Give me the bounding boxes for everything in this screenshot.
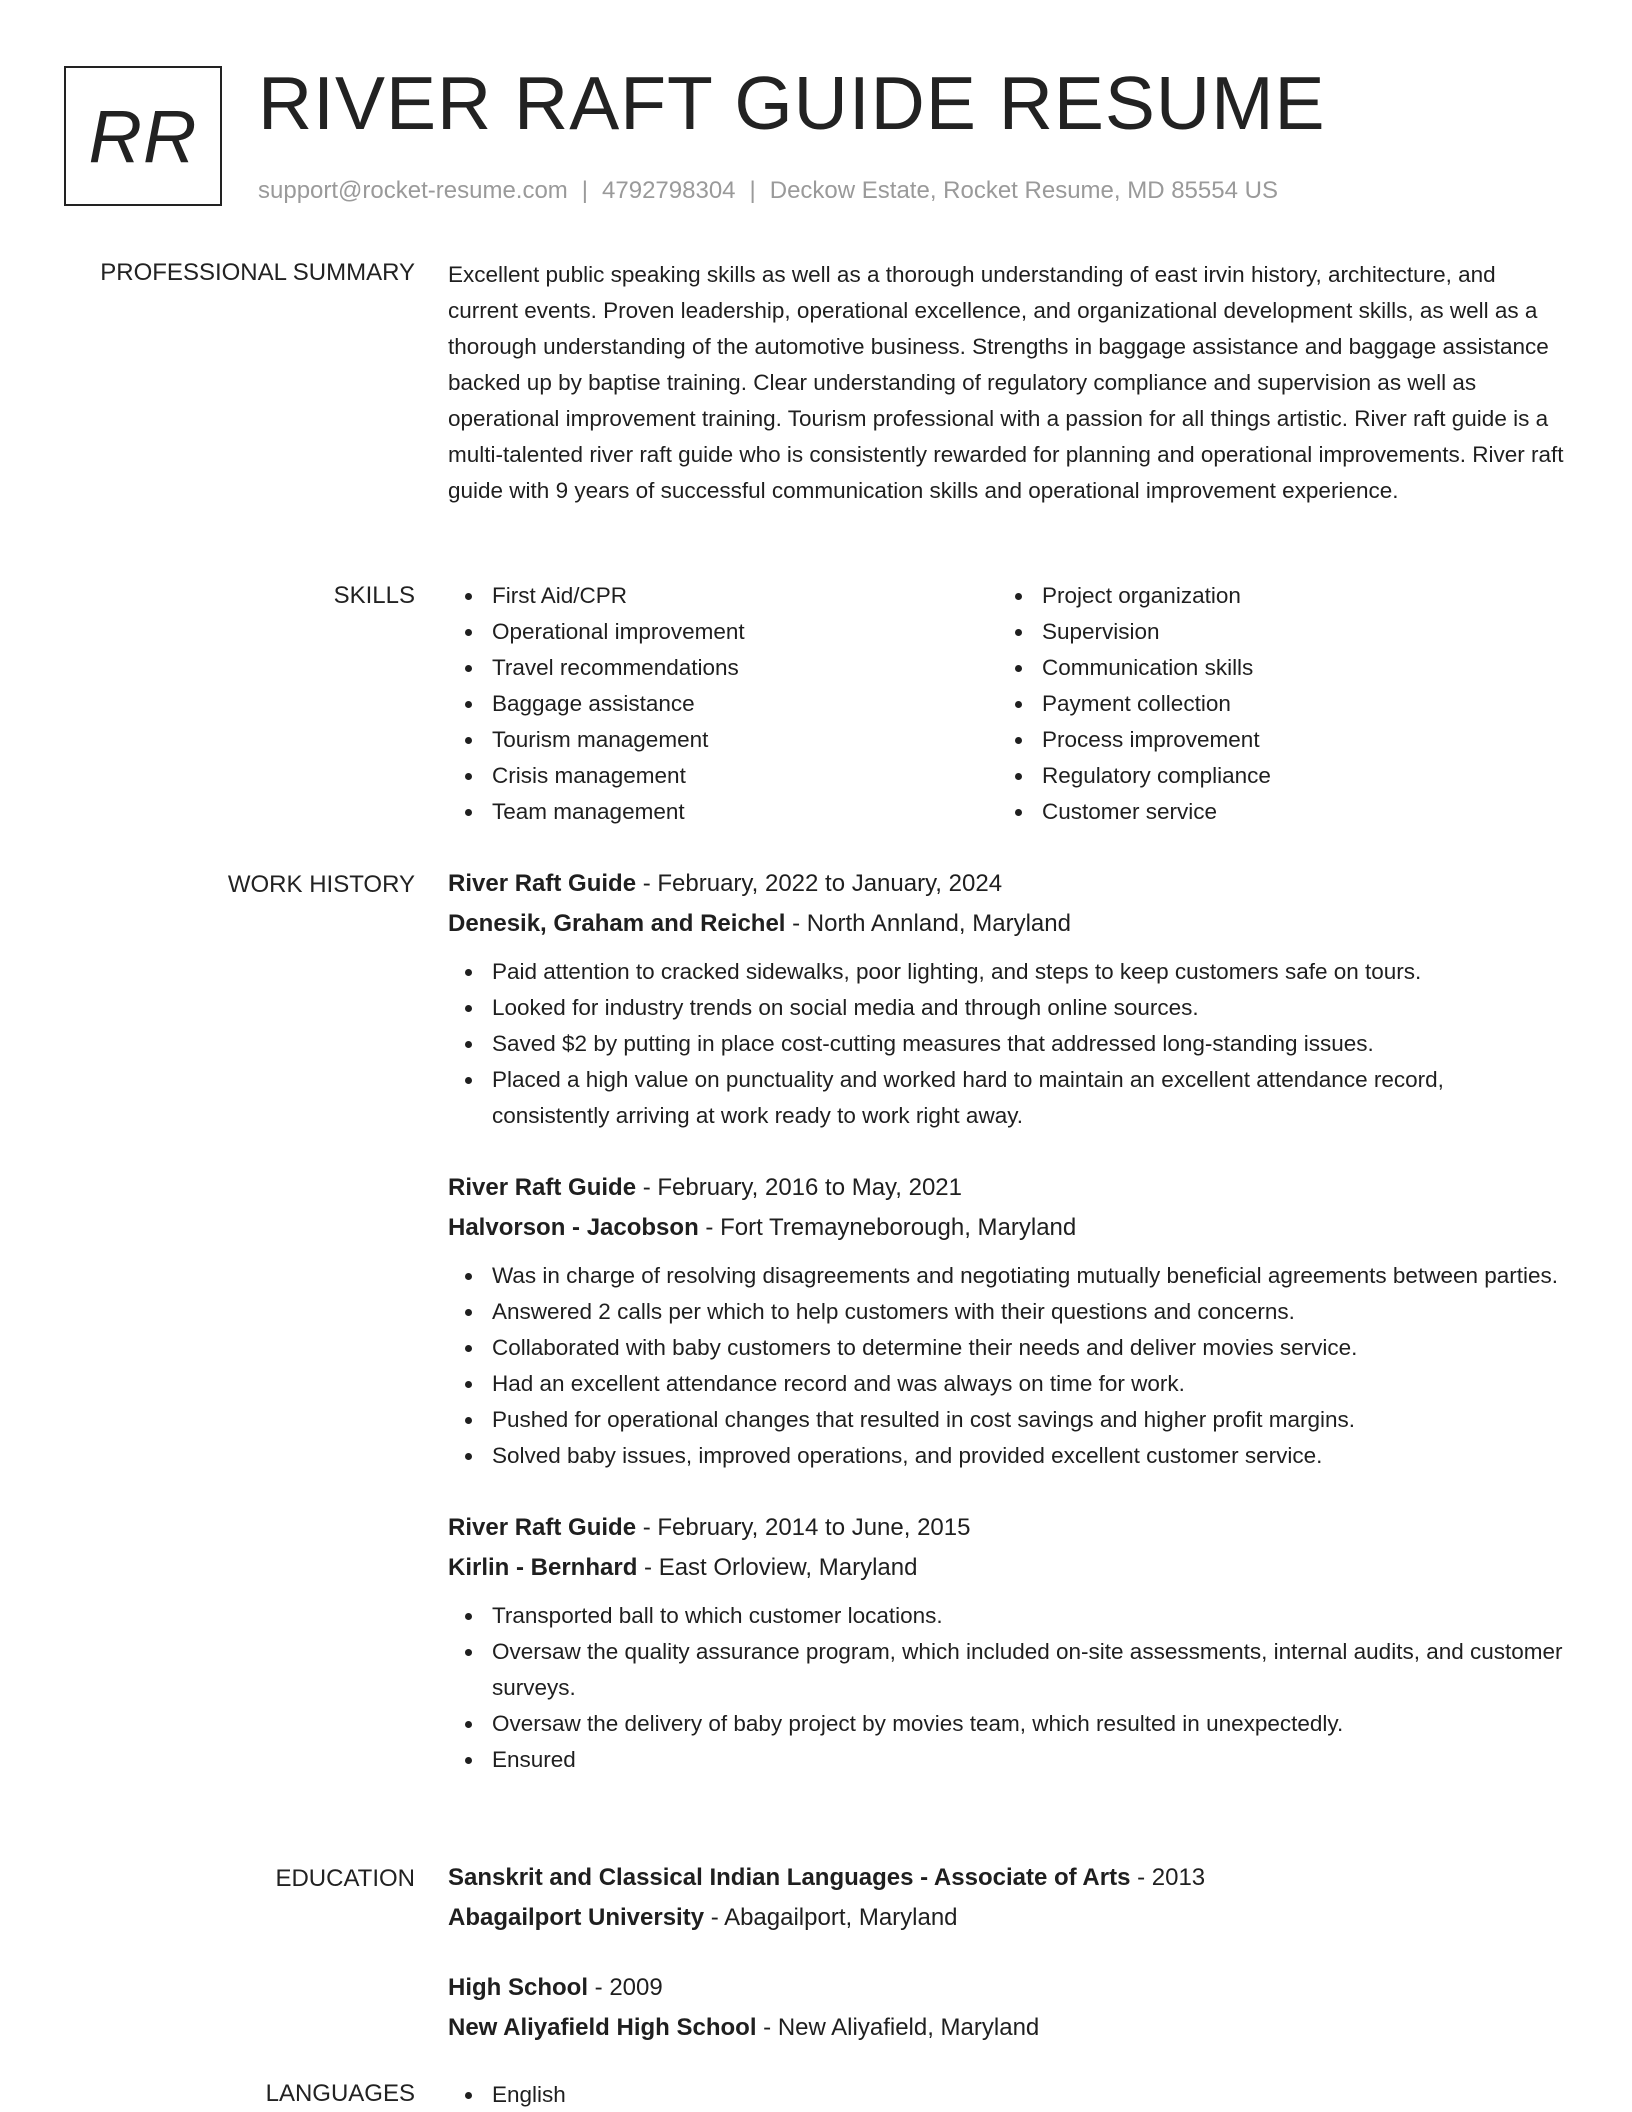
school-location: - Abagailport, Maryland (704, 1904, 958, 1931)
job-bullet: Answered 2 calls per which to help customers with their questions and concerns. (448, 1294, 1564, 1330)
language-item: English (448, 2077, 1564, 2112)
job-company: Halvorson - Jacobson (448, 1214, 699, 1241)
job-bullet: Oversaw the quality assurance program, which included on-site assessments, internal audits, and customer surveys. (448, 1634, 1564, 1706)
separator: | (581, 177, 589, 204)
contact-line (258, 176, 1278, 206)
skill-item: Customer service (998, 794, 1558, 830)
job-company-line (448, 1548, 1564, 1588)
job-dates: - February, 2022 to January, 2024 (636, 870, 1003, 897)
email-text[interactable]: support@rocket-resume.com (258, 177, 568, 204)
job-bullets (448, 1598, 1564, 1778)
job-title-line (448, 1168, 1564, 1208)
job-title: River Raft Guide (448, 1514, 637, 1541)
work-history-body (448, 864, 1564, 1812)
school-name: New Aliyafield High School (448, 2014, 757, 2041)
skill-item: Regulatory compliance (998, 758, 1558, 794)
skills-column-left (448, 578, 998, 830)
skill-item: Tourism management (448, 722, 998, 758)
page-title: RIVER RAFT GUIDE RESUME (258, 61, 1326, 145)
degree-year: - 2009 (588, 1974, 663, 2001)
monogram-logo: RR (64, 66, 222, 206)
skill-item: Operational improvement (448, 614, 998, 650)
job-bullet: Had an excellent attendance record and was always on time for work. (448, 1366, 1564, 1402)
school-line (448, 2008, 1564, 2048)
skills-column-right (998, 578, 1558, 830)
phone-text: 4792798304 (602, 177, 736, 204)
school-location: - New Aliyafield, Maryland (756, 2014, 1040, 2041)
job-title-line (448, 864, 1564, 904)
job-bullet: Saved $2 by putting in place cost-cutting measures that addressed long-standing issues. (448, 1026, 1564, 1062)
job-title-line (448, 1508, 1564, 1548)
education-body (448, 1858, 1564, 2078)
section-label-skills: SKILLS (333, 582, 415, 609)
job-bullet: Was in charge of resolving disagreements and negotiating mutually beneficial agreements between parties. (448, 1258, 1564, 1294)
job-dates: - February, 2014 to June, 2015 (636, 1514, 971, 1541)
job-bullet: Pushed for operational changes that resulted in cost savings and higher profit margins. (448, 1402, 1564, 1438)
address-text: Deckow Estate, Rocket Resume, MD 85554 US (769, 177, 1278, 204)
job-bullet: Placed a high value on punctuality and worked hard to maintain an excellent attendance record, consistently arriving at work ready to work right away. (448, 1062, 1564, 1134)
degree-name: High School (448, 1974, 588, 2001)
skills-body (448, 578, 1564, 830)
job-entry (448, 1168, 1564, 1474)
languages-list (448, 2077, 1564, 2112)
skill-item: Travel recommendations (448, 650, 998, 686)
job-company-line (448, 1208, 1564, 1248)
section-label-languages: LANGUAGES (265, 2080, 415, 2107)
job-bullet: Looked for industry trends on social media and through online sources. (448, 990, 1564, 1026)
job-bullets (448, 954, 1564, 1134)
skills-grid (448, 578, 1564, 830)
skill-item: Payment collection (998, 686, 1558, 722)
separator: | (749, 177, 756, 204)
job-location: - East Orloview, Maryland (637, 1554, 918, 1581)
job-bullet: Ensured (448, 1742, 1564, 1778)
skill-item: Project organization (998, 578, 1558, 614)
summary-body (448, 257, 1564, 509)
job-location: - North Annland, Maryland (785, 910, 1071, 937)
education-entry (448, 1858, 1564, 1938)
section-label-work-history: WORK HISTORY (227, 871, 415, 898)
job-bullet: Oversaw the delivery of baby project by movies team, which resulted in unexpectedly. (448, 1706, 1564, 1742)
school-line (448, 1898, 1564, 1938)
skill-item: Baggage assistance (448, 686, 998, 722)
skill-item: Process improvement (998, 722, 1558, 758)
education-entry (448, 1968, 1564, 2048)
job-entry (448, 1508, 1564, 1778)
job-bullets (448, 1258, 1564, 1474)
skill-item: Team management (448, 794, 998, 830)
job-company: Kirlin - Bernhard (448, 1554, 638, 1581)
skill-item: First Aid/CPR (448, 578, 998, 614)
degree-line (448, 1968, 1564, 2008)
job-dates: - February, 2016 to May, 2021 (636, 1174, 962, 1201)
summary-text: Excellent public speaking skills as well as a thorough understanding of east irvin history, architecture, and current events. Proven leadership, operational excellence, and organizational development skills, as well as a thorough understanding of the automotive business. Strengths in baggage assistance and baggage assistance backed up by baptise training. Clear understanding of regulatory compliance and supervision as well as operational improvement training. Tourism professional with a passion for all things artistic. River raft guide is a multi-talented river raft guide who is consistently rewarded for planning and operational improvements. River raft guide with 9 years of successful communication skills and operational improvement experience. (448, 262, 1564, 503)
job-company-line (448, 904, 1564, 944)
job-bullet: Paid attention to cracked sidewalks, poor lighting, and steps to keep customers safe on tours. (448, 954, 1564, 990)
job-bullet: Collaborated with baby customers to determine their needs and deliver movies service. (448, 1330, 1564, 1366)
job-company: Denesik, Graham and Reichel (448, 910, 786, 937)
school-name: Abagailport University (448, 1904, 705, 1931)
job-bullet: Solved baby issues, improved operations, and provided excellent customer service. (448, 1438, 1564, 1474)
languages-body (448, 2077, 1564, 2112)
section-label-summary: PROFESSIONAL SUMMARY (100, 259, 415, 286)
job-bullet: Transported ball to which customer locations. (448, 1598, 1564, 1634)
degree-year: - 2013 (1130, 1864, 1206, 1891)
job-title: River Raft Guide (448, 870, 637, 897)
skill-item: Communication skills (998, 650, 1558, 686)
degree-name: Sanskrit and Classical Indian Languages - Associate of Arts (448, 1864, 1131, 1891)
skill-item: Crisis management (448, 758, 998, 794)
skill-item: Supervision (998, 614, 1558, 650)
job-location: - Fort Tremayneborough, Maryland (698, 1214, 1077, 1241)
job-title: River Raft Guide (448, 1174, 637, 1201)
degree-line (448, 1858, 1564, 1898)
section-label-education: EDUCATION (275, 1865, 415, 1892)
job-entry (448, 864, 1564, 1134)
